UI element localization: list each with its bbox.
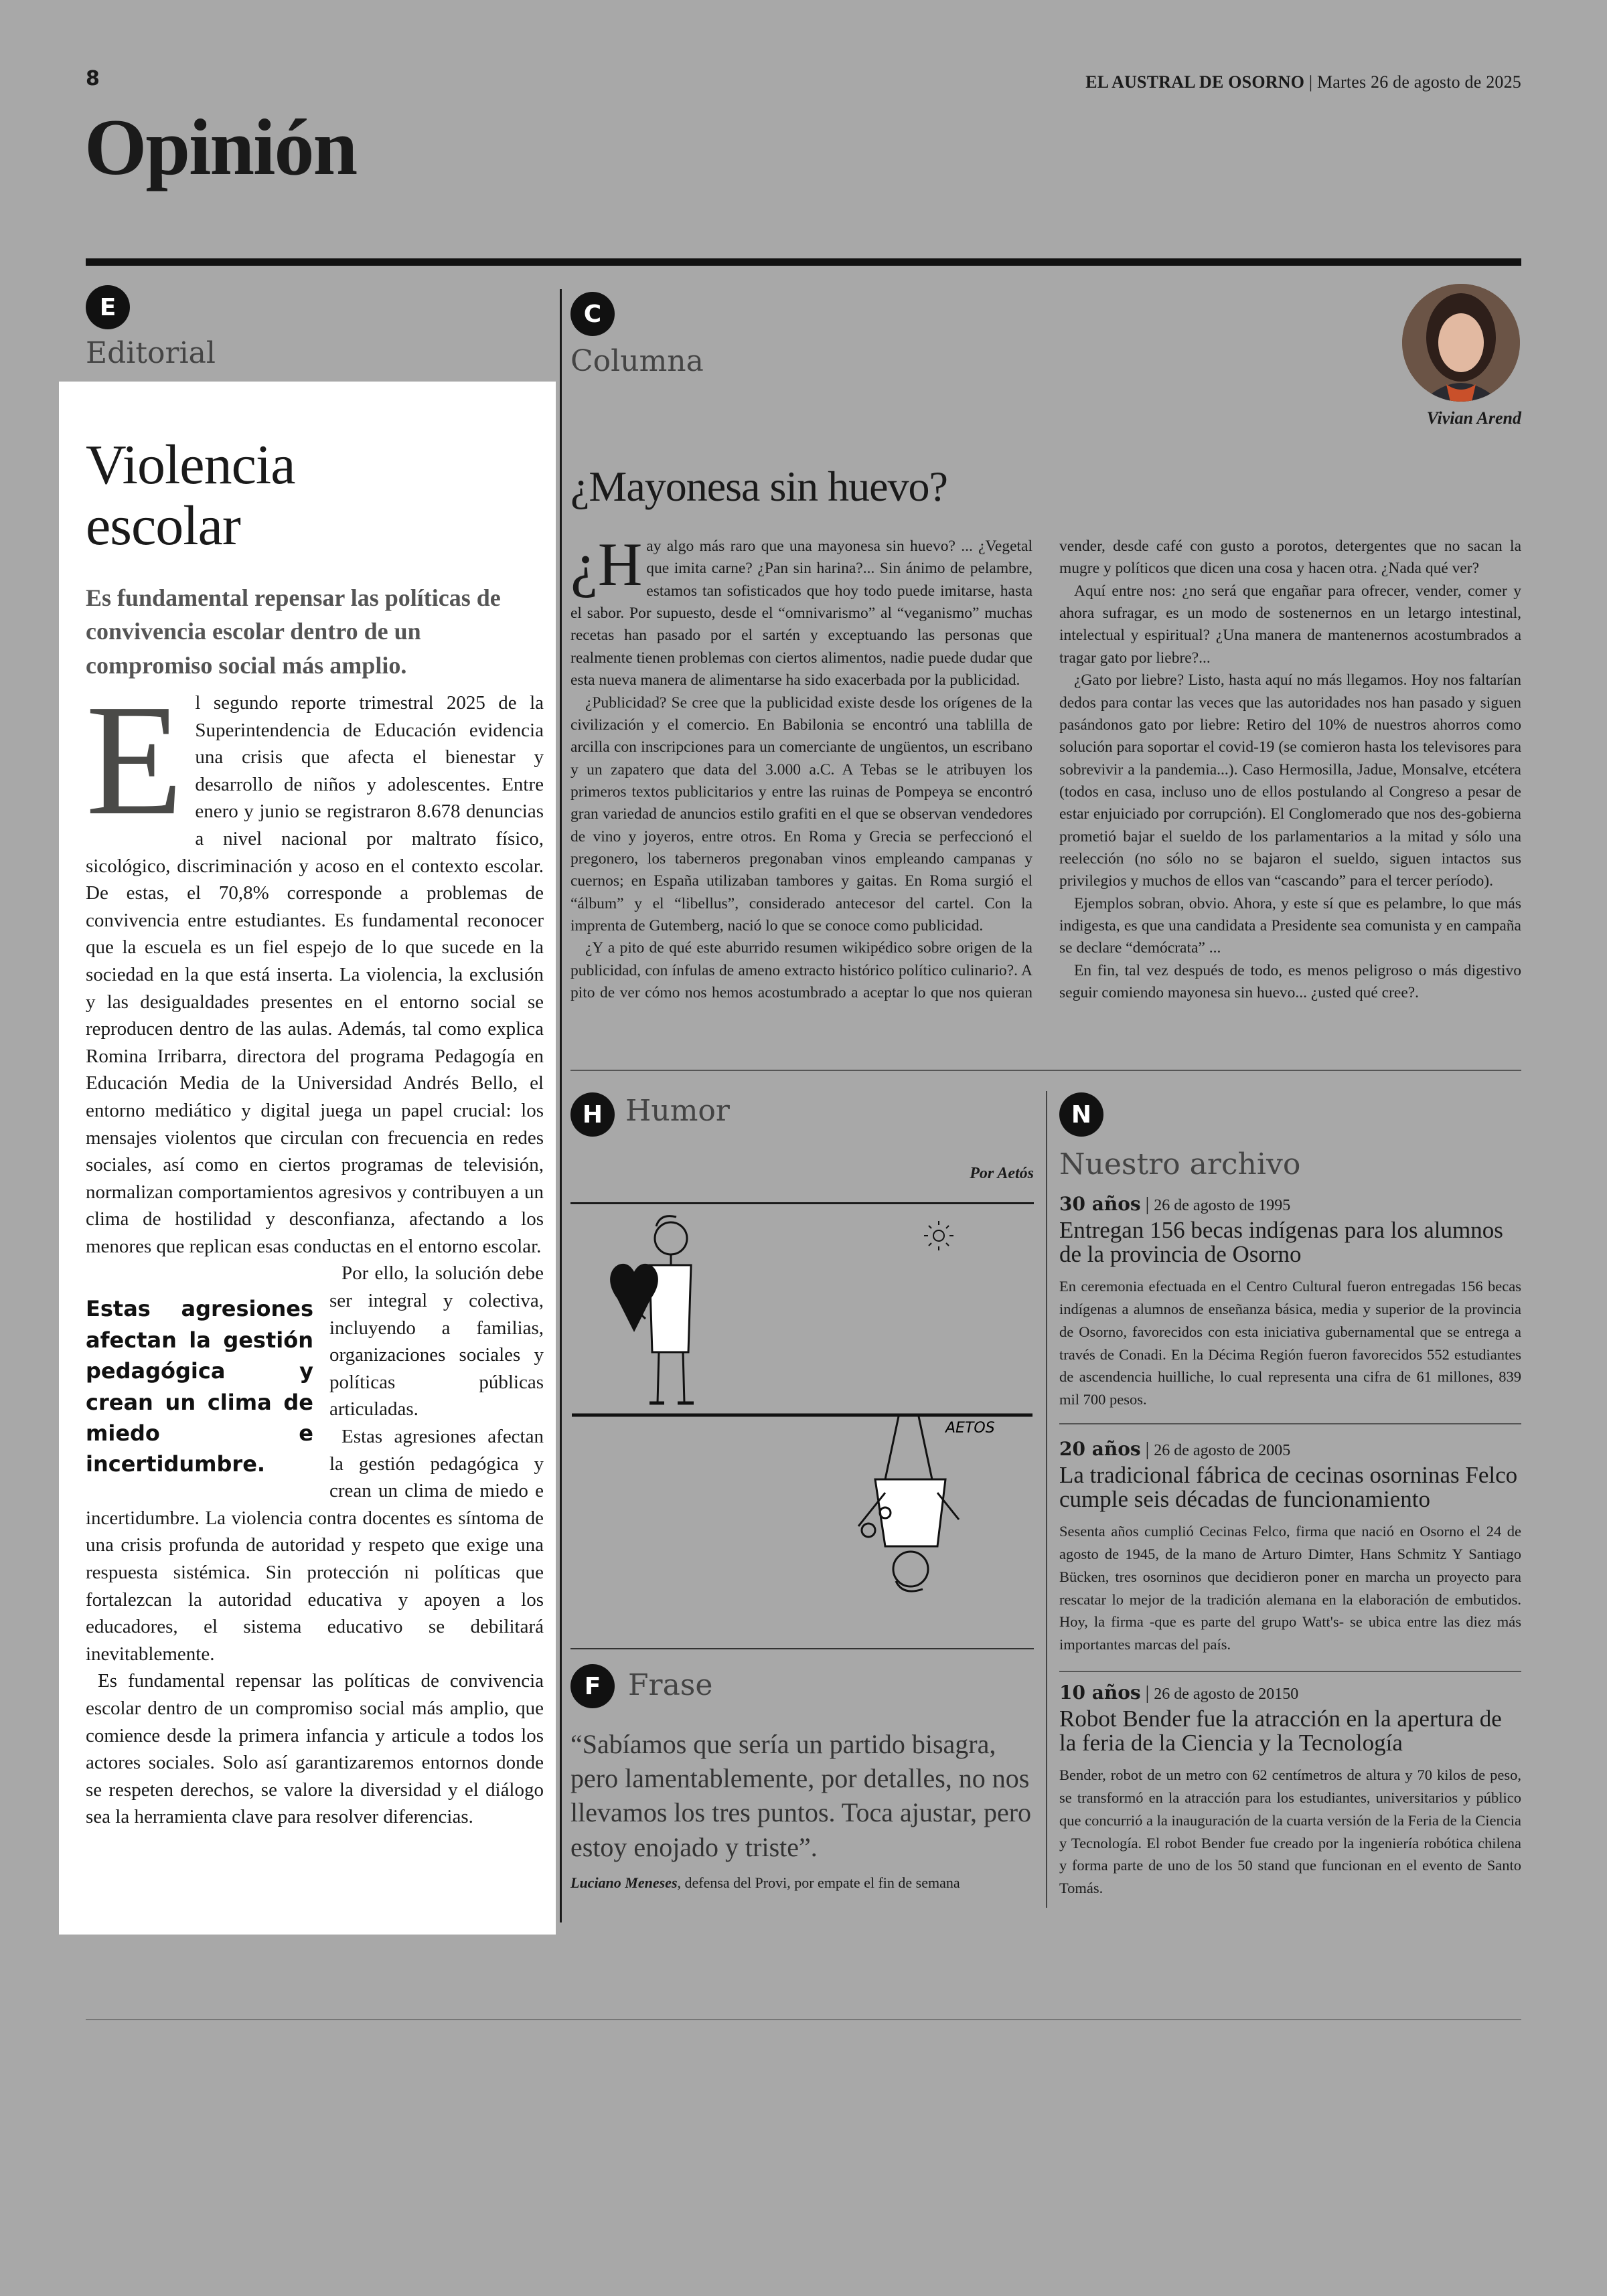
column-body [570, 530, 1521, 1058]
archive-item [1059, 1438, 1521, 1656]
publication-name: EL AUSTRAL DE OSORNO [1085, 72, 1305, 92]
column-paragraph-6: Ejemplos sobran, obvio. Ahora, y este sí que es pelambre, lo que más indigesta, es que una candidata a Presidente sea comunista y en campaña se declare “demócrata” ... [1059, 894, 1521, 957]
editorial-drop-cap: E [86, 672, 183, 848]
archive-separator [1059, 1671, 1521, 1672]
column-bottom-rule [570, 1070, 1521, 1071]
column-paragraph-3: ¿Y a pito de qué este aburrido resumen wikipédico sobre origen de la publicidad, con ínfulas de ameno extracto histórico político culinario?. A pito de ver cómo nos hemos acostumbrado a aceptar lo que nos quieran vender, desde café con gusto a porotos, detergentes que no sacan la mugre y políticos que dicen una cosa y hacen otra. ¿Nada qué ver? [570, 538, 1521, 1002]
editorial-badge: E [86, 285, 130, 329]
top-rule [86, 258, 1521, 266]
cartoon-drawing-icon [570, 1198, 1032, 1627]
humor-label: Humor [625, 1094, 730, 1128]
page-number: 8 [86, 67, 100, 90]
masthead-separator: | [1308, 72, 1317, 92]
archive-item-years: 30 años [1059, 1193, 1141, 1215]
archive-item-headline: Entregan 156 becas indígenas para los alumnos de la provincia de Osorno [1059, 1217, 1503, 1267]
archive-item-date: 26 de agosto de 1995 [1154, 1197, 1291, 1214]
author-avatar [1402, 284, 1520, 402]
archive-item-body: Sesenta años cumplió Cecinas Felco, firma que nació en Osorno el 24 de agosto de 1945, de la mano de Arturo Dimter, Hans Schmitz Y Santiago Bücken, tres osorninos que decidieron poner en marcha un proyecto para rescatar lo mejor de la tradición alemana en la elaboración de embutidos. Hoy, la firma -que es parte del grupo Watt's- se ubica entre las diez más importantes marcas del país. [1059, 1523, 1521, 1653]
archive-badge: N [1059, 1092, 1103, 1137]
section-title: Opinión [84, 102, 357, 191]
frase-attribution [570, 1874, 1039, 1892]
cartoon-signature: AETOS [945, 1420, 995, 1437]
editorial-paragraph-4: Es fundamental repensar las políticas de convivencia escolar dentro de un compromiso social más amplio, que comience desde la primera infancia y articule a todos los actores sociales. Solo así garantizaremos entornos donde se respeten derechos, se valore la diversidad y el diálogo sea la herramienta clave para resolver diferencias. [86, 1670, 544, 1828]
humor-byline: Por Aetós [970, 1165, 1034, 1182]
column-label: Columna [570, 344, 704, 378]
archive-item-tag: 30 años | 26 de agosto de 1995 [1059, 1193, 1291, 1215]
archive-item-tag: 20 años | 26 de agosto de 2005 [1059, 1438, 1291, 1460]
column-paragraph-4: Aquí entre nos: ¿no será que engañar para ofrecer, vender, comer y ahora sufragar, es un modo de sostenernos en un letargo intestinal, intelectual y espiritual? ¿Una manera de mantenernos acostumbrados a tragar gato por liebre?... [1059, 582, 1521, 667]
column-paragraph-2: ¿Publicidad? Se cree que la publicidad existe desde los orígenes de la civilización y el comercio. En Babilonia se encontró una tablilla de arcilla con inscripciones para un comerciante de ungüentos, un escribano y un zapatero que data del 3.000 a.C. A Tebas se le atribuyen los primeros textos publicitarios y entre las ruinas de Pompeya se encontró gran variedad de anuncios estilo grafiti en el que se observan vendedores de vino y joyeros, entre otros. En Roma y Grecia se perfeccionó el pregonero, los taberneros pregonaban vinos empleando campanas y cuernos; en España utilizaban tambores y gaitas. En Roma surgió el “álbum” y el “libellus”, considerado antecesor del cartel. Con la imprenta de Gutemberg, nació lo que se conoce como publicidad. [570, 693, 1032, 935]
editorial-headline-line2: escolar [86, 494, 240, 557]
humor-archive-divider [1046, 1091, 1047, 1908]
issue-date: Martes 26 de agosto de 2025 [1316, 72, 1521, 92]
column-paragraph-5: ¿Gato por liebre? Listo, hasta aquí no más llegamos. Hoy nos faltarían dedos para contar las veces que las autoridades nos han pasado y siguen pasándonos gato por liebre: Retiro del 10% de nuestros ahorros como solución para soportar el covid-19 (se comieron hasta los televisores para sobrevivir a la pandemia...). Caso Hermosilla, Jadue, Monsalve, etcétera (todos en casa, incluso uno de ellos postulando al Congreso a pesar de estar enjuiciado por corrupción). El Conglomerado que nos des-gobierna prometió bajar el sueldo de los parlamentarios a la mitad y sólo una reelección (no sólo no se bajaron el sueldo, siguen intactos sus privilegios y muchos de ellos van “cascando” para el tercer período). [1059, 671, 1521, 890]
archive-item-date: 26 de agosto de 20150 [1154, 1686, 1299, 1703]
archive-label: Nuestro archivo [1059, 1147, 1301, 1181]
editorial-paragraph-2: Por ello, la solución debe ser integral y colectiva, incluyendo a familias, organizaciones sociales y políticas públicas articuladas. [329, 1262, 544, 1420]
editorial-label: Editorial [86, 336, 216, 370]
editorial-body [86, 672, 544, 1831]
humor-bottom-rule [570, 1648, 1034, 1649]
frase-context: , defensa del Provi, por empate el fin de semana [677, 1874, 960, 1891]
column-drop-cap: ¿H [570, 530, 643, 598]
editorial-pull-quote: Estas agresiones afectan la gestión pedagógica y crean un clima de miedo e incertidumbre. [86, 1296, 313, 1477]
editorial-paragraph-3: Estas agresiones afectan la gestión pedagógica y crean un clima de miedo e incertidumbre. La violencia contra docentes es síntoma de una crisis profunda de autoridad y respeto que exige una respuesta sistémica. Sin protección ni políticas que fortalezcan la autoridad educativa y apoyen a los educadores, el sistema educativo se debilitará inevitablemente. [86, 1426, 544, 1665]
archive-item-years: 20 años [1059, 1438, 1141, 1460]
column-paragraph-1-text: ay algo más raro que una mayonesa sin huevo? ... ¿Vegetal que imita carne? ¿Pan sin harina?... Sin ánimo de pelambre, estamos tan sofisticados que hoy todo puede imitarse, hasta el sabor. Por supuesto, desde el “omnivarismo” al “veganismo” muchas recetas han pasado por el sartén y exceptuando las personas que realmente tienen problemas con ciertos alimentos, nadie puede dudar que esta nueva manera de alimentarse ha sido exacerbada por la publicidad. [570, 538, 1032, 689]
page-bottom-rule [86, 2019, 1521, 2020]
frase-badge: F [570, 1664, 615, 1708]
archive-item-body: En ceremonia efectuada en el Centro Cultural fueron entregadas 156 becas indígenas a alumnos de enseñanza básica, media y superior de la provincia de Osorno, favorecidos con esta iniciativa gubernamental que se entrega a través de Conadi. En la Décima Región fueron favorecidos 552 estudiantes de ascendencia huilliche, lo cual representa una cifra de 61 millones, 839 mil 700 pesos. [1059, 1278, 1521, 1408]
column-headline: ¿Mayonesa sin huevo? [570, 463, 947, 510]
humor-cartoon [570, 1198, 1032, 1627]
archive-item-date: 26 de agosto de 2005 [1154, 1442, 1291, 1459]
editorial-headline [86, 435, 528, 556]
archive-item [1059, 1193, 1521, 1411]
frase-author: Luciano Meneses [570, 1874, 678, 1891]
column-paragraph-1 [570, 530, 1032, 692]
frase-label: Frase [628, 1668, 713, 1702]
archive-separator [1059, 1423, 1521, 1424]
archive-item-years: 10 años [1059, 1682, 1141, 1704]
author-portrait-icon [1402, 284, 1520, 402]
archive-item-headline: Robot Bender fue la atracción en la apertura de la feria de la Ciencia y la Tecnología [1059, 1706, 1502, 1756]
masthead [1085, 72, 1521, 92]
editorial-headline-line1: Violencia [86, 434, 295, 496]
editorial-divider [560, 289, 562, 1922]
column-badge: C [570, 292, 615, 336]
humor-badge: H [570, 1092, 615, 1137]
archive-item-body: Bender, robot de un metro con 62 centímetros de altura y 70 kilos de peso, se transformó en la atracción para los estudiantes, universitarios y público que concurrió a la inauguración de la cuarta versión de la Feria de la Ciencia y Tecnología. El robot Bender fue creado por la ingeniería robótica chilena y forma parte de uno de los 50 stand que funcionan en el evento de Santo Tomás. [1059, 1767, 1521, 1897]
archive-item-tag: 10 años | 26 de agosto de 20150 [1059, 1682, 1299, 1704]
frase-quote: “Sabíamos que sería un partido bisagra, pero lamentablemente, por detalles, no nos llevamos los tres puntos. Toca ajustar, pero estoy enojado y triste”. [570, 1729, 1032, 1862]
archive-item [1059, 1682, 1521, 1900]
column-author: Vivian Arend [1426, 408, 1521, 428]
editorial-paragraph-1-text: l segundo reporte trimestral 2025 de la Superintendencia de Educación evidencia una crisis que afecta el bienestar y desarrollo de niños y adolescentes. Entre enero y junio se registraron 8.678 denuncias a nivel nacional por maltrato físico, sicológico, discriminación y acoso en el contexto escolar. De estas, el 70,8% corresponde a problemas de convivencia entre estudiantes. Es fundamental reconocer que la escuela es un fiel espejo de lo que sucede en la sociedad en la que está inserta. La violencia, la exclusión y las desigualdades presentes en el entorno social se reproducen dentro de las aulas. Además, tal como explica Romina Irribarra, directora del programa Pedagogía en Educación Media de la Universidad Andrés Bello, el entorno mediático y digital juega un papel crucial: los mensajes violentos que circulan con frecuencia en redes sociales, así como en ciertos programas de televisión, normalizan comportamientos agresivos y contribuyen a un clima de hostilidad y desconfianza, afectando a los menores que replican esas conductas en el entorno escolar. [86, 692, 544, 1257]
column-paragraph-7: En fin, tal vez después de todo, es menos peligroso o más digestivo seguir comiendo mayonesa sin huevo... ¿usted qué cree?. [1059, 961, 1521, 1002]
archive-item-headline: La tradicional fábrica de cecinas osorninas Felco cumple seis décadas de funcionamiento [1059, 1462, 1518, 1512]
editorial-standfirst: Es fundamental repensar las políticas de convivencia escolar dentro de un compromiso social más amplio. [86, 584, 501, 679]
